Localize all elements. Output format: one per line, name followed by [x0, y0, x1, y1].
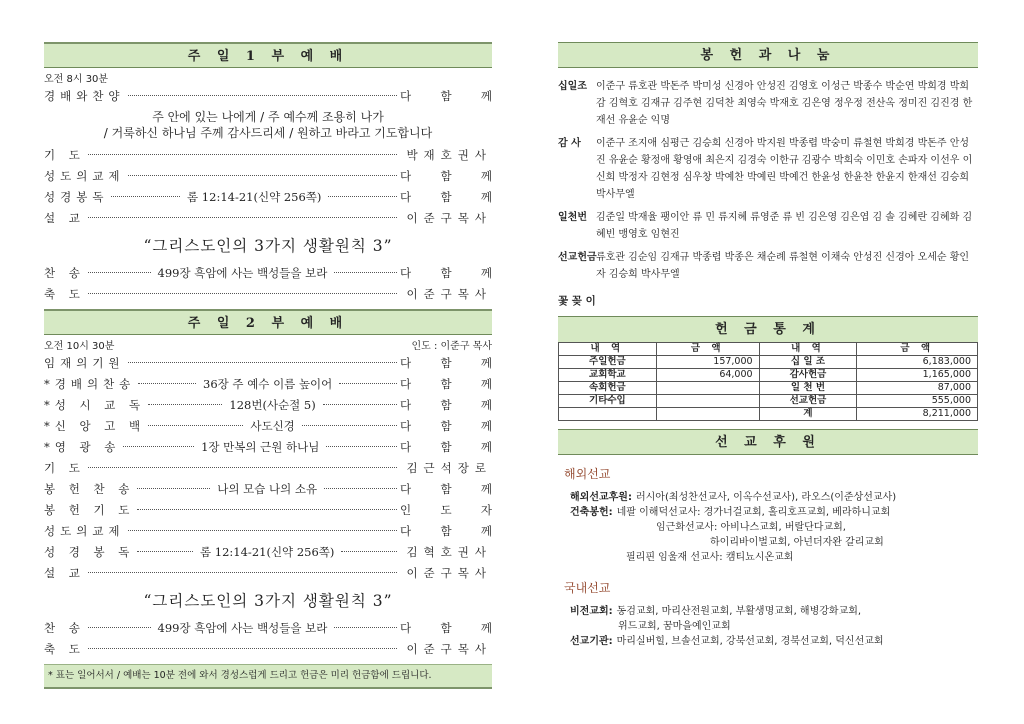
worship-notice: * 표는 일어서서 / 예배는 10분 전에 와서 경성스럽게 드리고 헌금은 미리 헌금함에 드립니다. [44, 664, 492, 689]
donor-group [558, 209, 978, 243]
donor-group [558, 135, 978, 203]
order-person-part: 함 [440, 89, 452, 103]
order-person-part: 께 [480, 356, 492, 370]
donor-category: 선교헌금 [558, 252, 597, 263]
leader-dots [328, 196, 397, 197]
order-label: 성 경 봉 독 [44, 545, 135, 559]
order-person-part: 다 [400, 266, 412, 280]
leader-dots [88, 154, 397, 155]
stats-amount [656, 408, 759, 421]
stats-item: 주일헌금 [559, 356, 657, 369]
mission-line [570, 535, 978, 550]
order-row [44, 187, 492, 208]
order-person [400, 166, 492, 187]
order-person-part: 다 [400, 377, 412, 391]
order-person-part: 함 [440, 398, 452, 412]
stats-item: 십 일 조 [759, 356, 857, 369]
stats-item: 일 천 번 [759, 382, 857, 395]
order-person [400, 374, 492, 395]
order-person-part: 다 [400, 419, 412, 433]
mission-line [570, 604, 978, 619]
worship-order-column [44, 42, 492, 689]
leader-dots [323, 404, 397, 405]
leader-dots [302, 425, 397, 426]
leader-dots [326, 446, 397, 447]
order-person-part: 자 [480, 503, 492, 517]
stats-amount: 157,000 [656, 356, 759, 369]
order-row [44, 563, 492, 584]
domestic-mission-heading: 국내선교 [564, 581, 611, 595]
order-person-part: 함 [440, 190, 452, 204]
order-label: *경배의찬송 [44, 377, 136, 391]
stats-header: 내 역 [759, 343, 857, 356]
order-person [400, 618, 492, 639]
order-person-part: 함 [440, 482, 452, 496]
order-person-part: 함 [440, 440, 452, 454]
leader-dots [324, 488, 397, 489]
mission-line [570, 634, 978, 649]
overseas-mission-heading: 해외선교 [564, 467, 611, 481]
order-person-part: 다 [400, 482, 412, 496]
order-person-part: 함 [440, 377, 452, 391]
order-row [44, 639, 492, 660]
order-detail: 128번(사순절 5) [229, 398, 316, 412]
stats-header: 금 액 [857, 343, 978, 356]
order-row [44, 166, 492, 187]
donor-names: 류호관 김순임 김재규 박종렵 박종은 채순례 류철현 이채숙 안성진 신경아 오세순 황인자 김승희 박사무엘 [596, 252, 970, 280]
order-row [44, 353, 492, 374]
order-person-part: 다 [400, 169, 412, 183]
order-person [400, 500, 492, 521]
order-row [44, 458, 492, 479]
order-row [44, 479, 492, 500]
stats-amount: 6,183,000 [857, 356, 978, 369]
mission-label: 해외선교후원: [570, 492, 632, 503]
order-detail: 1장 만복의 근원 하나님 [201, 440, 320, 454]
order-person-part: 다 [400, 440, 412, 454]
order-row [44, 437, 492, 458]
order-person [400, 145, 492, 166]
service1-time-row [44, 74, 492, 86]
service2-sermon-title: “그리스도인의 3가지 생활원칙 3” [143, 592, 393, 610]
stats-item: 계 [759, 408, 857, 421]
order-person-part: 께 [480, 482, 492, 496]
service2-title: 주 일 2 부 예 배 [44, 309, 492, 335]
order-detail: 36장 주 예수 이름 높이어 [203, 377, 333, 391]
order-person-part: 김근석장로 [406, 461, 492, 475]
flower-label: 꽃 꽂 이 [558, 295, 596, 307]
order-person-part: 인 [400, 503, 412, 517]
leader-dots [128, 175, 397, 176]
mission-text: 동검교회, 마리산전원교회, 부활생명교회, 해병강화교회, [616, 606, 862, 617]
order-person [400, 563, 492, 584]
service1-order-part3 [44, 263, 492, 305]
stats-row [559, 382, 978, 395]
mission-line [570, 550, 978, 565]
order-person [400, 437, 492, 458]
order-label: 설 교 [44, 566, 85, 580]
stats-item: 교회학교 [559, 369, 657, 382]
order-row [44, 542, 492, 563]
donor-names: 김준일 박재율 팽이안 류 민 류지혜 류영준 류 빈 김은영 김은엽 김 솔 김혜란 김혜화 김혜빈 맹영호 임현진 [596, 212, 973, 240]
stats-item: 선교헌금 [759, 395, 857, 408]
order-row [44, 500, 492, 521]
leader-dots [341, 551, 397, 552]
order-label: 성도의교제 [44, 169, 125, 183]
order-person-part: 함 [440, 169, 452, 183]
leader-dots [138, 383, 196, 384]
leader-dots [334, 272, 397, 273]
stats-item: 속회헌금 [559, 382, 657, 395]
order-person-part: 이준구목사 [406, 211, 492, 225]
order-label: 찬 송 [44, 266, 85, 280]
domestic-mission-list [558, 604, 978, 649]
service1-lyrics [44, 109, 492, 141]
order-person-part: 께 [480, 419, 492, 433]
leader-dots [137, 488, 210, 489]
order-detail: 499장 흑암에 사는 백성들을 보라 [157, 621, 328, 635]
donor-category: 일천번 [558, 212, 587, 223]
order-person-part: 박재호권사 [406, 148, 492, 162]
order-person-part: 다 [400, 356, 412, 370]
order-person-part: 함 [440, 266, 452, 280]
service2-time-row [44, 341, 492, 353]
leader-dots [148, 404, 222, 405]
order-row [44, 208, 492, 229]
mission-text: 마리실버힐, 브솔선교회, 강북선교회, 경북선교회, 덕신선교회 [616, 636, 884, 647]
order-row [44, 145, 492, 166]
service1-title: 주 일 1 부 예 배 [44, 42, 492, 68]
mission-line [570, 520, 978, 535]
order-person [400, 86, 492, 107]
order-label: 찬 송 [44, 621, 85, 635]
stats-item: 감사헌금 [759, 369, 857, 382]
order-person-part: 함 [440, 419, 452, 433]
offering-column [558, 42, 978, 649]
order-person-part: 께 [480, 266, 492, 280]
mission-line [570, 490, 978, 505]
stats-amount: 8,211,000 [857, 408, 978, 421]
overseas-mission-list [558, 490, 978, 565]
service2-leader: 인도 : 이준구 목사 [411, 341, 492, 352]
order-detail: 사도신경 [250, 419, 295, 433]
stats-amount: 555,000 [857, 395, 978, 408]
order-person-part: 다 [400, 621, 412, 635]
leader-dots [88, 648, 397, 649]
order-person-part: 께 [480, 190, 492, 204]
leader-dots [88, 293, 397, 294]
order-row [44, 374, 492, 395]
service1-time: 오전 8시 30분 [44, 74, 109, 85]
order-row [44, 86, 492, 107]
order-person [400, 284, 492, 305]
order-person-part: 도 [440, 503, 452, 517]
donor-category: 감 사 [558, 138, 581, 149]
leader-dots [88, 217, 397, 218]
leader-dots [88, 467, 397, 468]
donor-group [558, 249, 978, 283]
service1-order-part1 [44, 86, 492, 107]
order-label: 봉 헌 찬 송 [44, 482, 135, 496]
order-label: 임재의기원 [44, 356, 125, 370]
order-label: 경배와찬양 [44, 89, 125, 103]
mission-text: 네팔 이해덕선교사: 경가너걸교회, 홀리호프교회, 베라하니교회 [616, 507, 891, 518]
order-person-part: 다 [400, 89, 412, 103]
stats-item: 기타수입 [559, 395, 657, 408]
order-person-part: 께 [480, 169, 492, 183]
order-label: 기 도 [44, 461, 85, 475]
lyrics-line: 주 안에 있는 나에게 / 주 예수께 조용히 나가 [152, 110, 384, 124]
stats-amount: 64,000 [656, 369, 759, 382]
order-person-part: 께 [480, 440, 492, 454]
order-person-part: 께 [480, 398, 492, 412]
stats-title: 헌 금 통 계 [558, 316, 978, 342]
donor-category: 십일조 [558, 81, 587, 92]
order-person-part: 함 [440, 356, 452, 370]
stats-row [559, 408, 978, 421]
leader-dots [88, 627, 151, 628]
order-row [44, 284, 492, 305]
order-label: *영 광 송 [44, 440, 121, 454]
order-label: 축 도 [44, 287, 85, 301]
order-person-part: 김혁호권사 [406, 545, 492, 559]
order-person [400, 416, 492, 437]
order-label: 축 도 [44, 642, 85, 656]
stats-amount [656, 382, 759, 395]
service2-order-part2 [44, 618, 492, 660]
order-person-part: 함 [440, 524, 452, 538]
order-row [44, 618, 492, 639]
order-person [400, 479, 492, 500]
order-label: 봉 헌 기 도 [44, 503, 135, 517]
order-person-part: 께 [480, 524, 492, 538]
order-person [400, 263, 492, 284]
order-label: *신 앙 고 백 [44, 419, 146, 433]
service2-time: 오전 10시 30분 [44, 341, 115, 352]
order-detail: 499장 흑암에 사는 백성들을 보라 [157, 266, 328, 280]
stats-amount: 87,000 [857, 382, 978, 395]
stats-header: 금 액 [656, 343, 759, 356]
stats-item [559, 408, 657, 421]
mission-title: 선 교 후 원 [558, 429, 978, 455]
mission-label: 건축봉헌: [570, 507, 613, 518]
stats-header: 내 역 [559, 343, 657, 356]
mission-label: 선교기관: [570, 636, 613, 647]
service1-sermon-title: “그리스도인의 3가지 생활원칙 3” [143, 237, 393, 255]
order-person-part: 다 [400, 190, 412, 204]
order-label: 성경봉독 [44, 190, 109, 204]
order-person [400, 639, 492, 660]
stats-row [559, 369, 978, 382]
mission-label: 비전교회: [570, 606, 613, 617]
leader-dots [128, 530, 397, 531]
order-person-part: 이준구목사 [406, 566, 492, 580]
mission-line [570, 619, 978, 634]
order-detail: 나의 모습 나의 소유 [217, 482, 318, 496]
order-label: 성도의교제 [44, 524, 125, 538]
leader-dots [128, 95, 397, 96]
order-person [400, 521, 492, 542]
leader-dots [334, 627, 397, 628]
leader-dots [123, 446, 194, 447]
service2-order-part1 [44, 353, 492, 584]
donor-names: 이준구 류호관 박돈주 박미성 신경아 안성진 김영호 이성근 박종수 박순연 박희경 박희감 김혁호 김재규 김주현 김덕찬 최영숙 박재호 김은영 정우정 전산옥 정미진 김진경 한재선 유윤순 익명 [596, 81, 973, 126]
order-person-part: 께 [480, 621, 492, 635]
leader-dots [339, 383, 397, 384]
order-person-part: 다 [400, 398, 412, 412]
order-person [400, 353, 492, 374]
donor-list [558, 78, 978, 283]
order-person-part: 이준구목사 [406, 642, 492, 656]
stats-amount [656, 395, 759, 408]
donor-group [558, 78, 978, 129]
leader-dots [148, 425, 243, 426]
order-person [400, 208, 492, 229]
order-label: 기 도 [44, 148, 85, 162]
order-label: *성 시 교 독 [44, 398, 146, 412]
mission-text: 필리핀 임울재 선교사: 캠티뇨시온교회 [626, 552, 794, 563]
leader-dots [137, 551, 193, 552]
order-person-part: 께 [480, 89, 492, 103]
order-person [400, 458, 492, 479]
offering-title: 봉 헌 과 나 눔 [558, 42, 978, 68]
stats-row [559, 395, 978, 408]
mission-text: 하이리바이벌교회, 아넌더자완 갈리교회 [710, 537, 884, 548]
donor-names: 이준구 조지애 심평근 김승희 신경아 박지원 박종렵 박숭미 류철현 박희경 박돈주 안성진 유윤순 황정애 황영애 최은지 김경숙 이한규 김광수 박희숙 이민호 손파자 이선우 이신희 박정자 김현정 심우창 박예찬 박예린 박예건 한윤성 한윤찬 한윤지 한재선 김승희 박사무엘 [596, 138, 973, 200]
order-person [400, 187, 492, 208]
stats-row [559, 356, 978, 369]
order-person [400, 542, 492, 563]
order-row [44, 521, 492, 542]
leader-dots [88, 272, 151, 273]
order-person-part: 이준구목사 [406, 287, 492, 301]
mission-text: 러시아(최성찬선교사, 이옥수선교사), 라오스(이준상선교사) [635, 492, 897, 503]
leader-dots [128, 362, 397, 363]
order-row [44, 395, 492, 416]
stats-amount: 1,165,000 [857, 369, 978, 382]
leader-dots [137, 509, 397, 510]
order-detail: 롬 12:14-21(신약 256쪽) [200, 545, 335, 559]
lyrics-line: / 거룩하신 하나님 주께 감사드리세 / 원하고 바라고 기도합니다 [103, 126, 433, 140]
order-row [44, 263, 492, 284]
order-detail: 롬 12:14-21(신약 256쪽) [187, 190, 322, 204]
order-person-part: 다 [400, 524, 412, 538]
order-person-part: 함 [440, 621, 452, 635]
order-row [44, 416, 492, 437]
mission-text: 위드교회, 꿈마을예인교회 [618, 621, 731, 632]
leader-dots [111, 196, 180, 197]
order-person-part: 께 [480, 377, 492, 391]
offering-stats-table [558, 342, 978, 421]
mission-line [570, 505, 978, 520]
mission-text: 임근화선교사: 아비나스교회, 버랄단다교회, [656, 522, 846, 533]
order-person [400, 395, 492, 416]
leader-dots [88, 572, 397, 573]
service1-order-part2 [44, 145, 492, 229]
order-label: 설 교 [44, 211, 85, 225]
